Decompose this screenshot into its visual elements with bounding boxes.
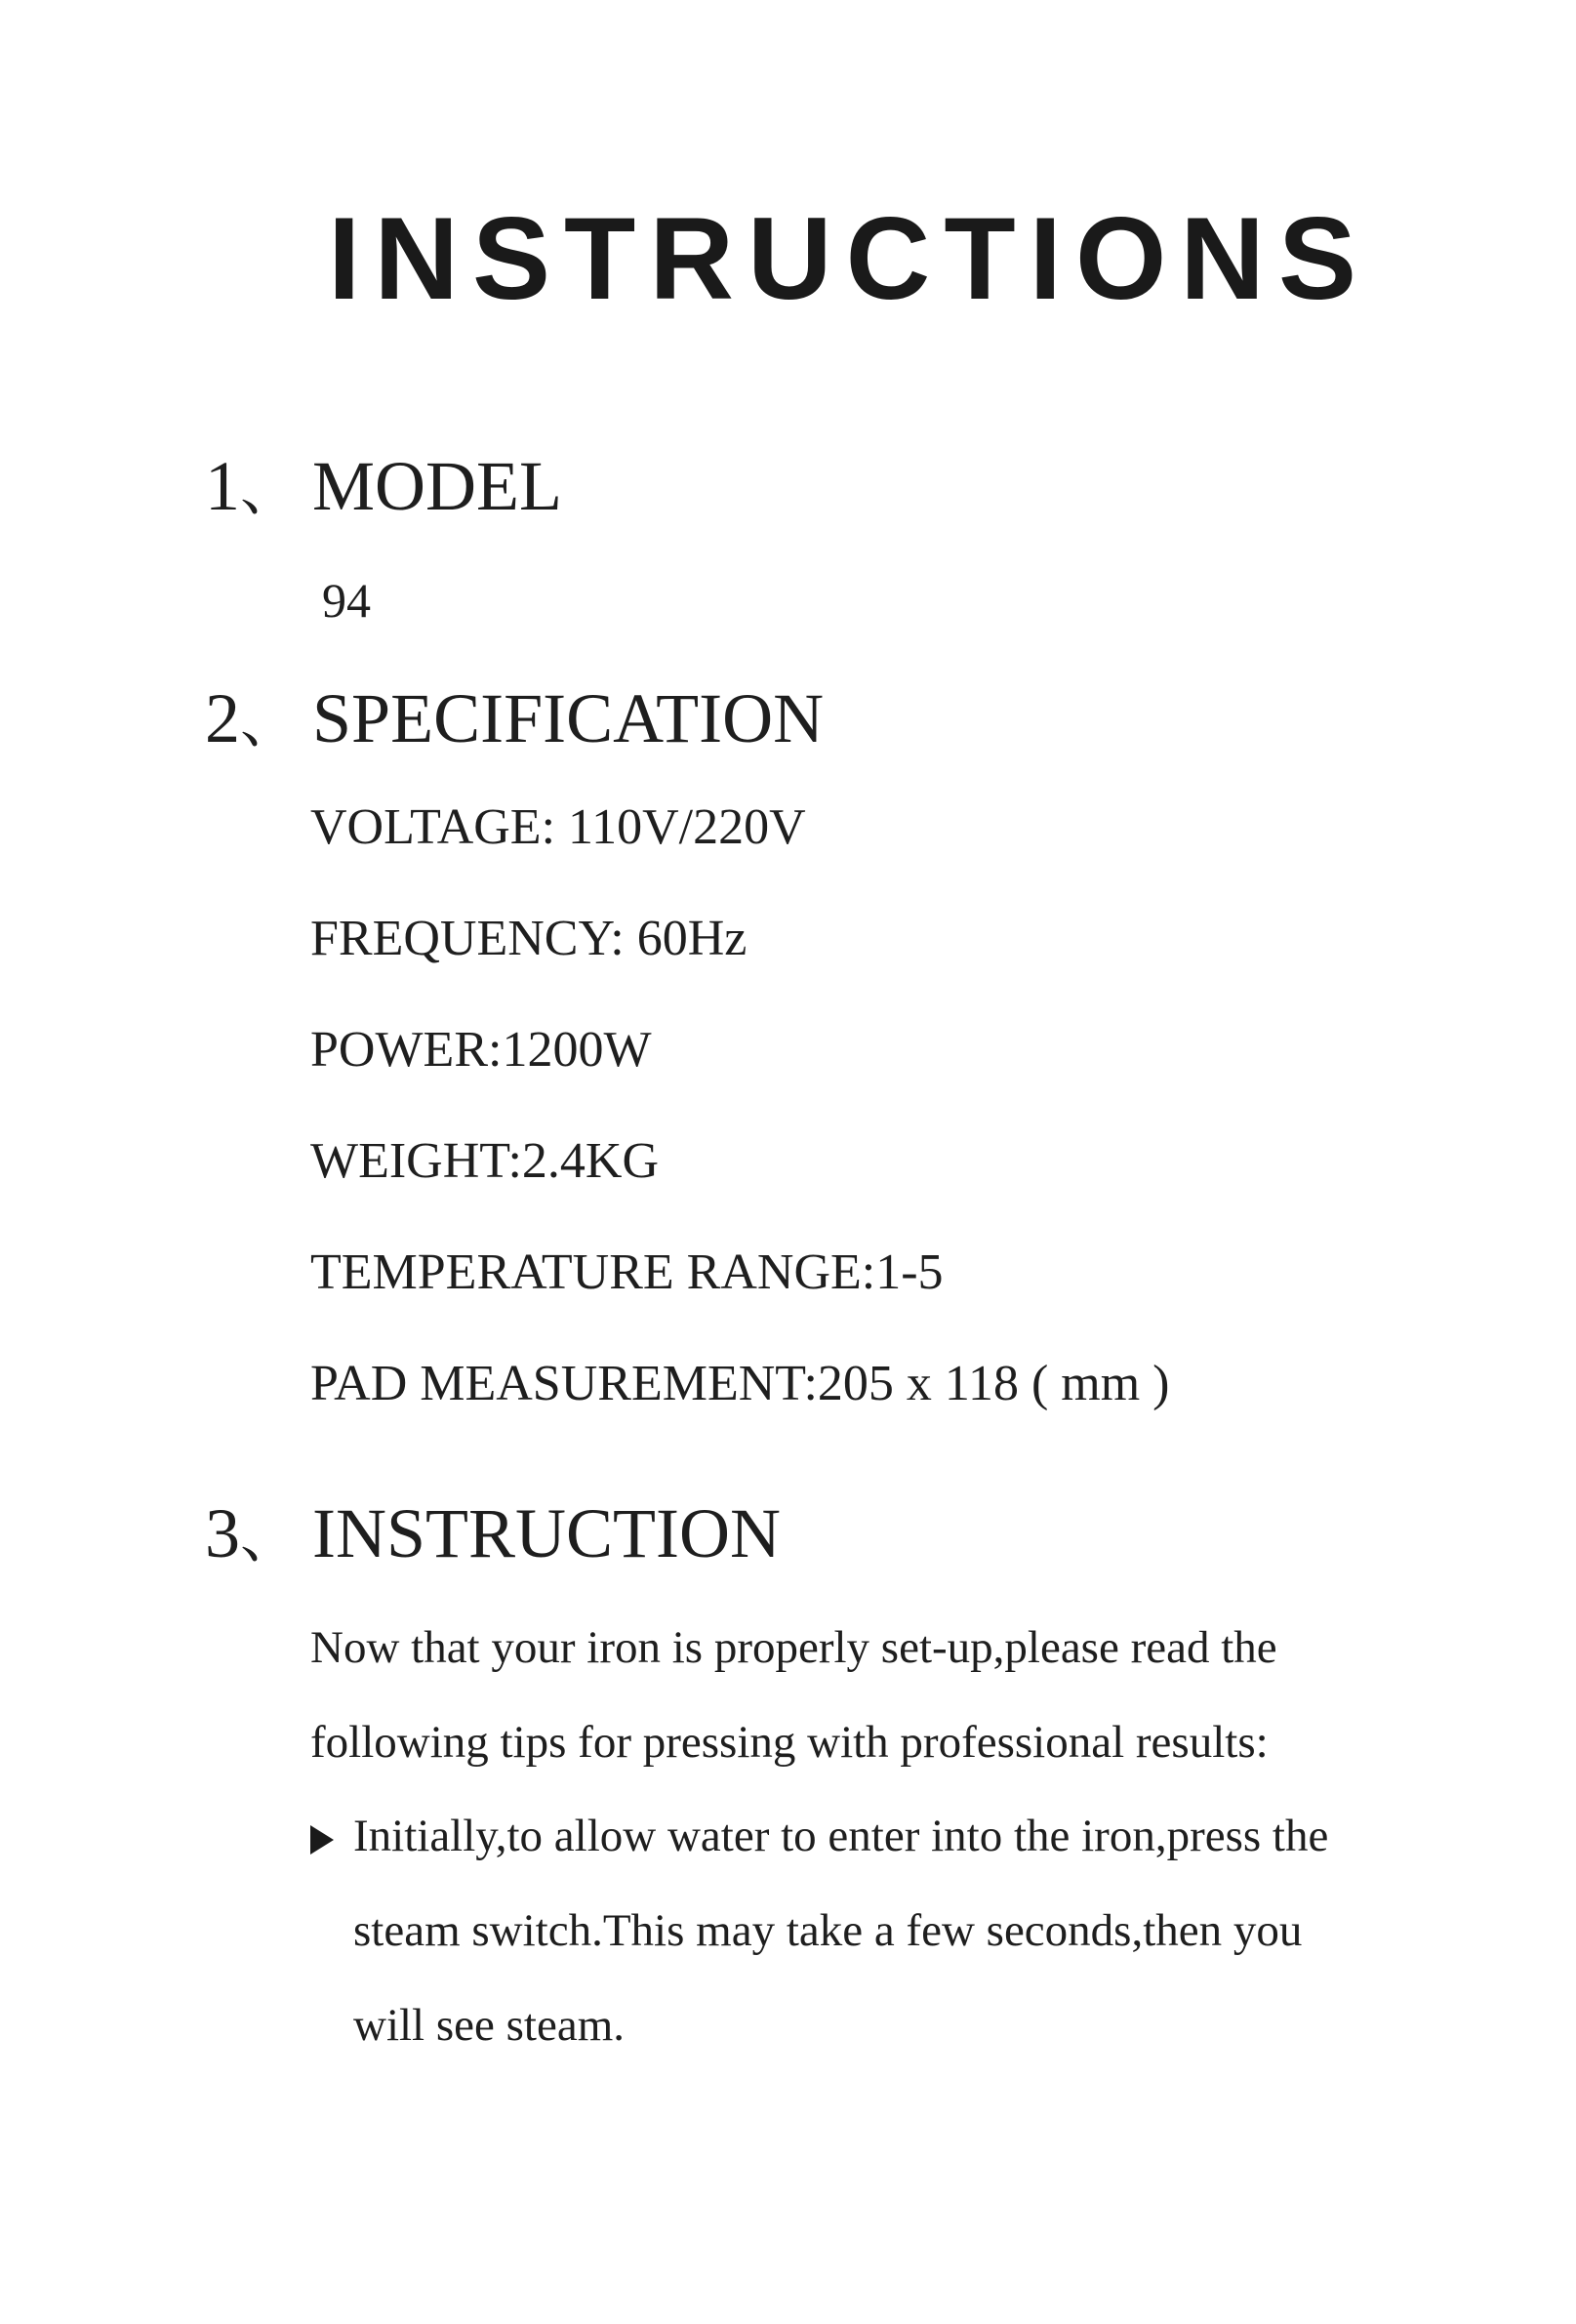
spec-power: POWER:1200W: [310, 1022, 652, 1078]
model-value: 94: [322, 573, 371, 628]
section-number: 1: [205, 447, 240, 525]
section-heading-specification: [205, 679, 825, 757]
bullet-text-line: steam switch.This may take a few seconds,then you: [353, 1905, 1303, 1956]
spec-weight: WEIGHT:2.4KG: [310, 1133, 659, 1189]
section-separator: 、: [240, 1505, 299, 1570]
section-number: 2: [205, 679, 240, 757]
instruction-intro-line: Now that your iron is properly set-up,please read the: [310, 1622, 1277, 1673]
section-title: INSTRUCTION: [312, 1494, 781, 1572]
spec-frequency: FREQUENCY: 60Hz: [310, 911, 748, 966]
section-number: 3: [205, 1494, 240, 1572]
bullet-text-line: Initially,to allow water to enter into the iron,press the: [353, 1811, 1329, 1861]
section-heading-instruction: [205, 1494, 781, 1572]
section-separator: 、: [240, 690, 299, 754]
instruction-intro-line: following tips for pressing with professional results:: [310, 1717, 1269, 1768]
section-title: SPECIFICATION: [312, 679, 825, 757]
section-title: MODEL: [312, 447, 562, 525]
bullet-text-line: will see steam.: [353, 2000, 626, 2051]
section-heading-model: [205, 447, 562, 525]
spec-temperature-range: TEMPERATURE RANGE:1-5: [310, 1244, 944, 1300]
page-title: INSTRUCTIONS: [328, 193, 1370, 324]
section-separator: 、: [240, 458, 299, 522]
spec-voltage: VOLTAGE: 110V/220V: [310, 799, 806, 855]
spec-pad-measurement: PAD MEASUREMENT:205 x 118 ( mm ): [310, 1356, 1170, 1411]
triangle-bullet-icon: [310, 1825, 334, 1855]
